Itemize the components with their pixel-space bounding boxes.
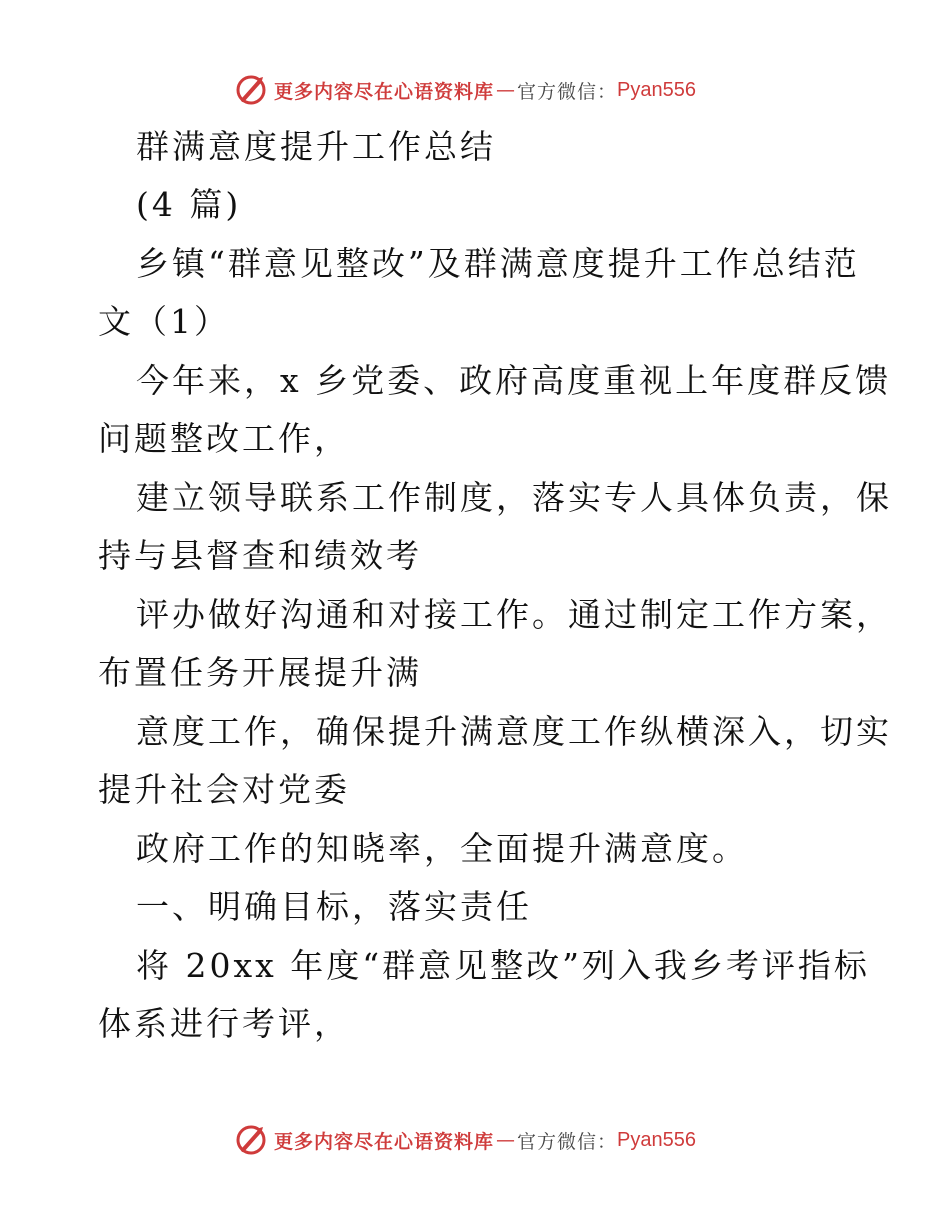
paragraph-line: 政府工作的知晓率，全面提升满意度。 <box>136 829 748 868</box>
paragraph-line: 持与县督查和绩效考 <box>98 536 422 575</box>
brush-logo-icon <box>234 1123 268 1157</box>
paragraph-line: 问题整改工作， <box>98 419 350 458</box>
footer-watermark <box>234 1122 696 1158</box>
section-heading: 一、明确目标，落实责任 <box>136 887 532 926</box>
watermark-dash: — <box>496 79 516 101</box>
watermark-label: 官方微信： <box>517 80 618 103</box>
paragraph-line: 布置任务开展提升满 <box>98 653 422 692</box>
paragraph-line: 建立领导联系工作制度，落实专人具体负责，保 <box>136 478 892 517</box>
header-watermark <box>234 72 696 108</box>
brush-logo-icon <box>234 73 268 107</box>
paragraph-line: 评办做好沟通和对接工作。通过制定工作方案， <box>136 595 892 634</box>
watermark-wechat-id: Pyan556 <box>617 78 696 101</box>
paragraph-line: 文（1） <box>98 302 230 341</box>
watermark-wechat-id: Pyan556 <box>617 1128 696 1151</box>
paragraph-line: 今年来，x 乡党委、政府高度重视上年度群反馈 <box>136 361 892 400</box>
paragraph-line: 将 20xx 年度“群意见整改”列入我乡考评指标 <box>136 946 870 985</box>
paragraph-line: 乡镇“群意见整改”及群满意度提升工作总结范 <box>136 244 860 283</box>
paragraph-line: 体系进行考评， <box>98 1004 350 1043</box>
document-subtitle: (4 篇) <box>136 185 242 224</box>
watermark-brand: 更多内容尽在心语资料库 <box>274 1130 495 1153</box>
document-title: 群满意度提升工作总结 <box>136 127 496 166</box>
watermark-label: 官方微信： <box>517 1130 618 1153</box>
watermark-dash: — <box>496 1129 516 1151</box>
paragraph-line: 意度工作，确保提升满意度工作纵横深入，切实 <box>136 712 892 751</box>
watermark-brand: 更多内容尽在心语资料库 <box>274 80 495 103</box>
paragraph-line: 提升社会对党委 <box>98 770 350 809</box>
